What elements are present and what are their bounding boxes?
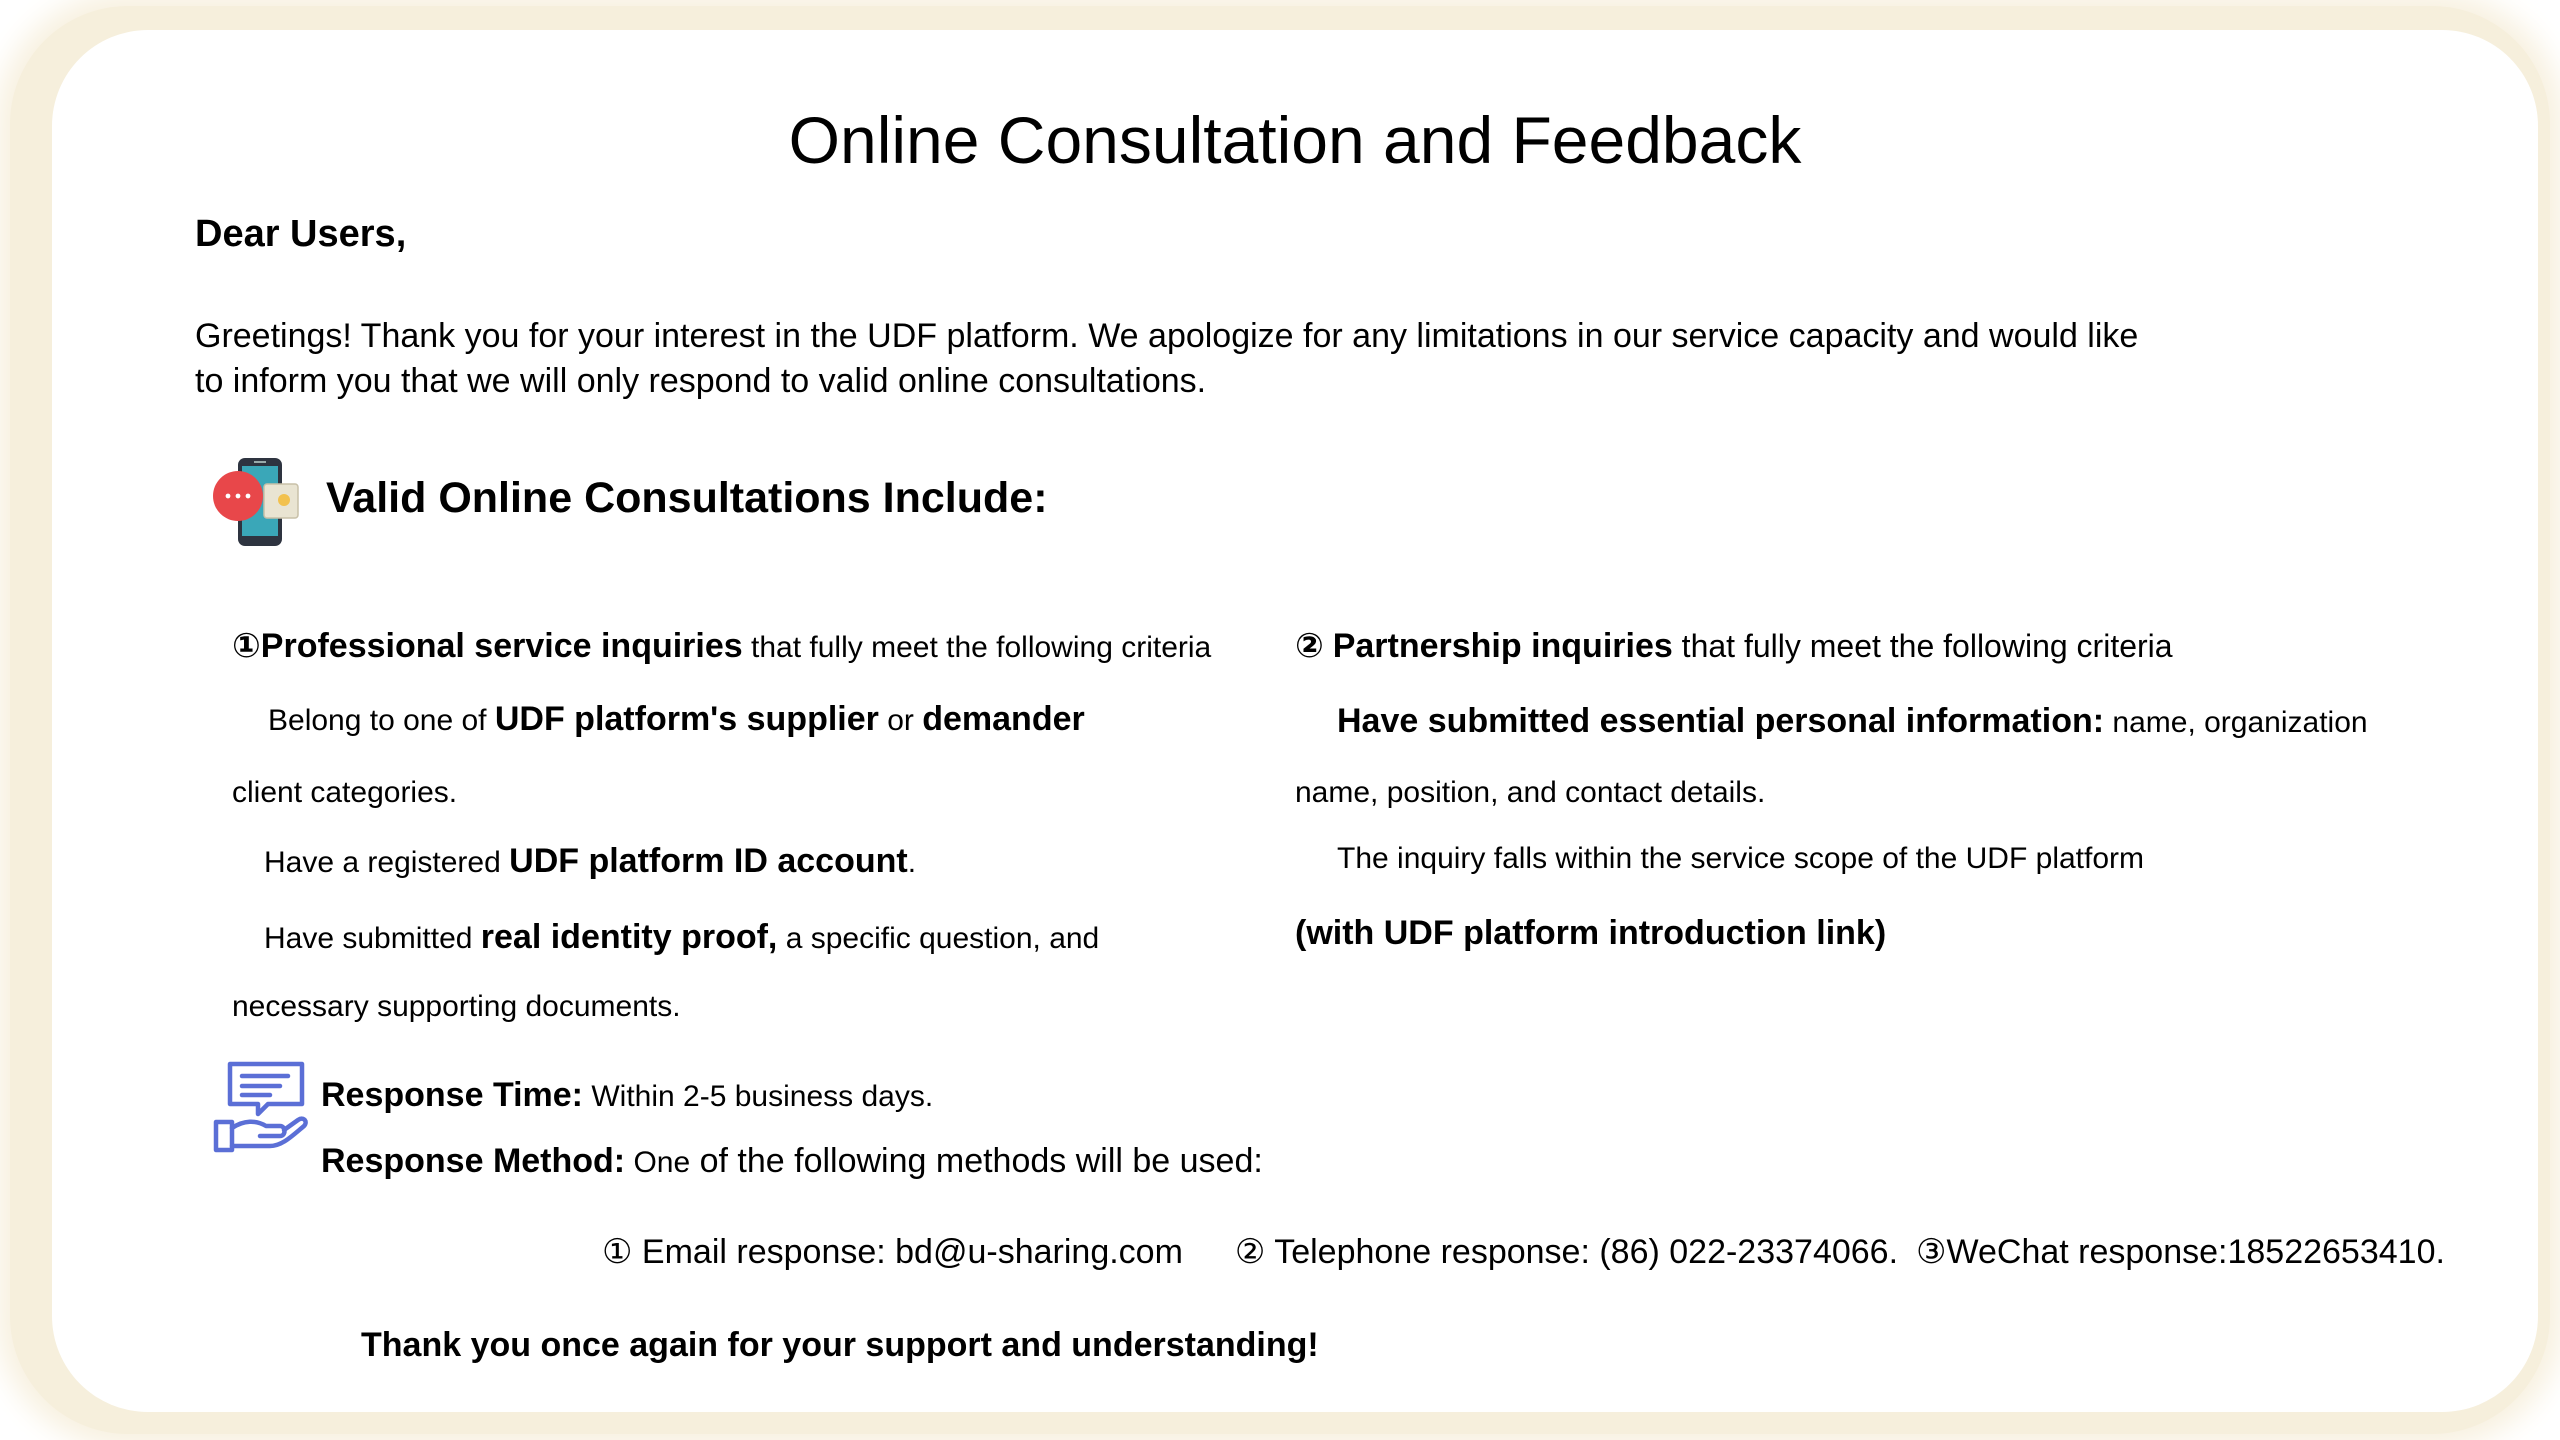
heading-bold: Professional service inquiries [260, 627, 743, 665]
section-heading: Valid Online Consultations Include: [326, 474, 1048, 522]
content-card [52, 30, 2538, 1412]
response-method [321, 1142, 1263, 1181]
criterion-1-continued: client categories. [232, 776, 458, 809]
response-methods-list [602, 1232, 2497, 1272]
heading-rest: that fully meet the following criteria [742, 631, 1212, 664]
response-time [321, 1076, 933, 1115]
response-method-value: of the following methods will be used: [690, 1142, 1263, 1180]
partnership-criterion-1-continued: name, position, and contact details. [1295, 776, 1766, 809]
criterion-text: Have submitted [264, 922, 481, 955]
email-method: ① Email response: bd@u-sharing.com [602, 1233, 1183, 1271]
criterion-text: Belong to one of [268, 704, 495, 737]
heading-rest: that fully meet the following criteria [1672, 628, 2173, 664]
heading-bold: Partnership inquiries [1332, 627, 1673, 665]
criterion-bold: UDF platform ID account [509, 842, 908, 880]
intro-paragraph: Greetings! Thank you for your interest in the UDF platform. We apologize for any limitations in our service capacity and would like to inform you that we will only respond to valid online consultations. [195, 317, 2139, 400]
criterion-text: Have a registered [264, 846, 510, 879]
criterion-3-continued: necessary supporting documents. [232, 990, 681, 1023]
response-time-label: Response Time: [321, 1076, 584, 1114]
partnership-criterion-1 [1337, 702, 2368, 741]
phone-chat-icon [210, 454, 314, 554]
criterion-text: a specific question, and [777, 922, 1100, 955]
criterion-bold: real identity proof, [480, 918, 778, 956]
number-marker: ② [1295, 627, 1324, 665]
response-method-label: Response Method: [321, 1142, 626, 1180]
criterion-bold: Have submitted essential personal information: [1337, 702, 2105, 740]
criterion-bold: UDF platform's supplier [494, 700, 879, 738]
number-marker: ① [232, 627, 261, 665]
criterion-text: name, organization [2104, 706, 2368, 739]
response-method-one: One [625, 1146, 691, 1179]
professional-heading [232, 626, 1211, 666]
partnership-heading [1295, 626, 2173, 666]
criterion-2 [264, 842, 916, 881]
criterion-text: . [907, 846, 917, 879]
partnership-criterion-2: The inquiry falls within the service scope of the UDF platform [1337, 842, 2144, 875]
hand-message-icon [210, 1058, 314, 1158]
partnership-criterion-2-continued: (with UDF platform introduction link) [1295, 914, 1887, 952]
wechat-method: ③WeChat response:18522653410. [1916, 1233, 2445, 1271]
telephone-method: ② Telephone response: (86) 022-23374066. [1234, 1233, 1899, 1271]
criterion-text: or [878, 704, 923, 737]
thanks-message: Thank you once again for your support and understanding! [361, 1326, 1319, 1364]
greeting: Dear Users, [195, 213, 407, 255]
response-time-value: Within 2-5 business days. [583, 1080, 934, 1113]
page-title: Online Consultation and Feedback [788, 103, 1802, 177]
criterion-1 [268, 700, 1085, 739]
criterion-3 [264, 918, 1099, 957]
criterion-bold: demander [922, 700, 1085, 738]
